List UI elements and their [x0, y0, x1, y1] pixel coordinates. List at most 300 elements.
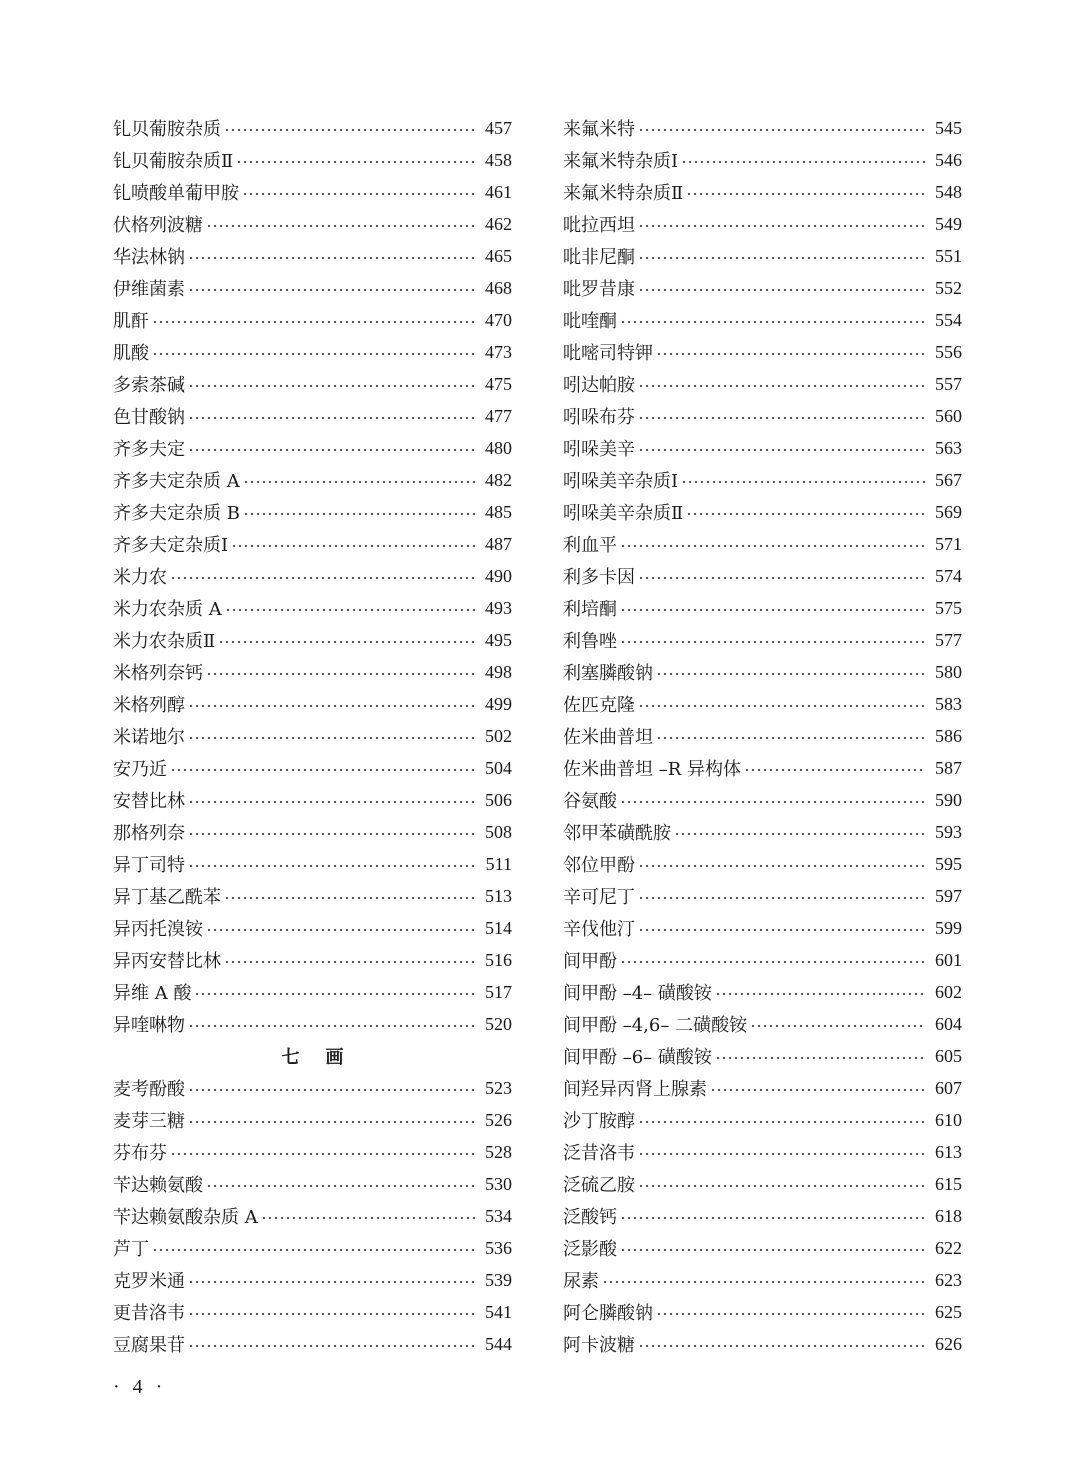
entry-page-number: 580 — [935, 661, 962, 682]
entry-name: 钆贝葡胺杂质Ⅱ — [113, 151, 234, 172]
entry-name: 吡罗昔康 — [563, 279, 635, 300]
dot-leader — [638, 224, 926, 228]
entry-name: 多索茶碱 — [113, 375, 185, 396]
toc-entry — [563, 656, 962, 688]
dot-leader — [236, 160, 476, 164]
entry-page-number: 490 — [485, 565, 512, 586]
dot-leader — [188, 864, 476, 868]
entry-page-number: 626 — [935, 1333, 962, 1354]
toc-entry — [113, 1232, 512, 1264]
entry-name: 沙丁胺醇 — [563, 1111, 635, 1132]
dot-leader — [715, 1056, 926, 1060]
toc-entry — [563, 1200, 962, 1232]
toc-entry — [563, 976, 962, 1008]
dot-leader — [620, 544, 926, 548]
toc-entry — [113, 880, 512, 912]
dot-leader — [638, 864, 926, 868]
dot-leader — [188, 832, 476, 836]
toc-entry — [563, 912, 962, 944]
entry-page-number: 593 — [935, 821, 962, 842]
toc-entry — [113, 656, 512, 688]
toc-entry — [563, 1072, 962, 1104]
dot-leader — [656, 736, 926, 740]
toc-entry — [563, 880, 962, 912]
toc-entry — [113, 1200, 512, 1232]
toc-entry — [563, 464, 962, 496]
toc-entry — [113, 112, 512, 144]
dot-leader — [620, 608, 926, 612]
entry-name: 间甲酚 — [563, 951, 617, 972]
toc-entry — [563, 144, 962, 176]
entry-page-number: 508 — [485, 821, 512, 842]
dot-leader — [686, 192, 926, 196]
toc-entry — [113, 528, 512, 560]
entry-page-number: 557 — [935, 373, 962, 394]
entry-name: 华法林钠 — [113, 247, 185, 268]
toc-entry — [113, 176, 512, 208]
entry-page-number: 495 — [485, 629, 512, 650]
entry-name: 吡非尼酮 — [563, 247, 635, 268]
entry-page-number: 516 — [485, 949, 512, 970]
toc-entry — [113, 1104, 512, 1136]
entry-name: 泛影酸 — [563, 1239, 617, 1260]
entry-page-number: 622 — [935, 1237, 962, 1258]
toc-entry — [113, 1328, 512, 1360]
entry-name: 邻位甲酚 — [563, 855, 635, 876]
entry-page-number: 480 — [485, 437, 512, 458]
dot-leader — [188, 1088, 476, 1092]
dot-leader — [715, 992, 926, 996]
dot-leader — [638, 704, 926, 708]
toc-entry — [563, 592, 962, 624]
entry-name: 来氟米特杂质Ⅱ — [563, 183, 684, 204]
toc-entry — [113, 1264, 512, 1296]
entry-name: 豆腐果苷 — [113, 1335, 185, 1356]
dot-leader — [152, 352, 476, 356]
dot-leader — [243, 480, 476, 484]
entry-name: 邻甲苯磺酰胺 — [563, 823, 671, 844]
entry-name: 阿卡波糖 — [563, 1335, 635, 1356]
entry-page-number: 485 — [485, 501, 512, 522]
entry-name: 间甲酚 –4– 磺酸铵 — [563, 983, 712, 1004]
toc-entry — [113, 1296, 512, 1328]
entry-name: 佐米曲普坦 –R 异构体 — [563, 759, 741, 780]
entry-name: 伏格列波糖 — [113, 215, 203, 236]
dot-leader — [224, 960, 476, 964]
entry-page-number: 604 — [935, 1013, 962, 1034]
dot-leader — [638, 1184, 926, 1188]
dot-leader — [681, 480, 926, 484]
entry-name: 安乃近 — [113, 759, 167, 780]
dot-leader — [620, 960, 926, 964]
toc-entry — [563, 496, 962, 528]
dot-leader — [224, 128, 476, 132]
entry-page-number: 499 — [485, 693, 512, 714]
toc-entry — [113, 304, 512, 336]
entry-name: 吲哚布芬 — [563, 407, 635, 428]
entry-name: 麦芽三糖 — [113, 1111, 185, 1132]
dot-leader — [638, 256, 926, 260]
dot-leader — [638, 1344, 926, 1348]
entry-page-number: 571 — [935, 533, 962, 554]
entry-page-number: 544 — [485, 1333, 512, 1354]
toc-entry — [563, 432, 962, 464]
entry-page-number: 473 — [485, 341, 512, 362]
entry-name: 米诺地尔 — [113, 727, 185, 748]
entry-page-number: 506 — [485, 789, 512, 810]
dot-leader — [674, 832, 926, 836]
toc-entry — [113, 272, 512, 304]
entry-name: 肌酐 — [113, 311, 149, 332]
entry-name: 谷氨酸 — [563, 791, 617, 812]
toc-entry — [113, 752, 512, 784]
entry-page-number: 586 — [935, 725, 962, 746]
entry-name: 米格列奈钙 — [113, 663, 203, 684]
toc-entry — [563, 528, 962, 560]
entry-page-number: 548 — [935, 181, 962, 202]
entry-name: 利鲁唑 — [563, 631, 617, 652]
toc-entry — [563, 400, 962, 432]
toc-entry — [563, 944, 962, 976]
toc-entry — [563, 720, 962, 752]
toc-entry — [563, 560, 962, 592]
entry-page-number: 457 — [485, 117, 512, 138]
dot-leader — [638, 128, 926, 132]
toc-entry — [113, 688, 512, 720]
dot-leader — [218, 640, 476, 644]
entry-page-number: 623 — [935, 1269, 962, 1290]
entry-name: 更昔洛韦 — [113, 1303, 185, 1324]
dot-leader — [188, 384, 476, 388]
entry-name: 利多卡因 — [563, 567, 635, 588]
entry-name: 肌酸 — [113, 343, 149, 364]
entry-page-number: 583 — [935, 693, 962, 714]
entry-page-number: 563 — [935, 437, 962, 458]
entry-page-number: 607 — [935, 1077, 962, 1098]
toc-entry — [563, 1328, 962, 1360]
entry-name: 来氟米特 — [563, 119, 635, 140]
entry-page-number: 498 — [485, 661, 512, 682]
dot-leader — [188, 416, 476, 420]
entry-name: 齐多夫定 — [113, 439, 185, 460]
toc-entry — [113, 432, 512, 464]
dot-leader — [206, 672, 476, 676]
toc-entry — [563, 688, 962, 720]
dot-leader — [206, 928, 476, 932]
toc-entry — [563, 1232, 962, 1264]
dot-leader — [638, 448, 926, 452]
entry-page-number: 530 — [485, 1173, 512, 1194]
dot-leader — [188, 736, 476, 740]
entry-page-number: 546 — [935, 149, 962, 170]
dot-leader — [656, 352, 926, 356]
entry-name: 苄达赖氨酸 — [113, 1175, 203, 1196]
entry-name: 米格列醇 — [113, 695, 185, 716]
entry-name: 异丙托溴铵 — [113, 919, 203, 940]
entry-name: 利血平 — [563, 535, 617, 556]
entry-name: 利塞膦酸钠 — [563, 663, 653, 684]
entry-name: 佐米曲普坦 — [563, 727, 653, 748]
entry-page-number: 468 — [485, 277, 512, 298]
dot-leader — [170, 1152, 476, 1156]
toc-entry — [113, 912, 512, 944]
toc-entry — [563, 752, 962, 784]
toc-left-column — [113, 112, 512, 1360]
dot-leader — [656, 672, 926, 676]
dot-leader — [750, 1024, 926, 1028]
entry-name: 泛硫乙胺 — [563, 1175, 635, 1196]
entry-name: 苄达赖氨酸杂质 A — [113, 1207, 258, 1228]
entry-page-number: 569 — [935, 501, 962, 522]
dot-leader — [620, 1248, 926, 1252]
entry-page-number: 514 — [485, 917, 512, 938]
entry-page-number: 470 — [485, 309, 512, 330]
entry-page-number: 618 — [935, 1205, 962, 1226]
entry-name: 异丁司特 — [113, 855, 185, 876]
dot-leader — [620, 640, 926, 644]
entry-page-number: 504 — [485, 757, 512, 778]
dot-leader — [638, 1152, 926, 1156]
dot-leader — [638, 896, 926, 900]
entry-name: 异丙安替比林 — [113, 951, 221, 972]
toc-entry — [113, 784, 512, 816]
entry-name: 齐多夫定杂质 B — [113, 503, 240, 524]
entry-name: 利培酮 — [563, 599, 617, 620]
entry-name: 阿仑膦酸钠 — [563, 1303, 653, 1324]
entry-page-number: 526 — [485, 1109, 512, 1130]
toc-entry — [113, 944, 512, 976]
dot-leader — [638, 288, 926, 292]
entry-name: 芦丁 — [113, 1239, 149, 1260]
dot-leader — [188, 1280, 476, 1284]
dot-leader — [188, 288, 476, 292]
entry-page-number: 523 — [485, 1077, 512, 1098]
entry-name: 吲达帕胺 — [563, 375, 635, 396]
entry-name: 吡嘧司特钾 — [563, 343, 653, 364]
entry-page-number: 502 — [485, 725, 512, 746]
toc-entry — [563, 1008, 962, 1040]
dot-leader — [602, 1280, 926, 1284]
toc-entry — [563, 272, 962, 304]
entry-name: 间甲酚 –4,6– 二磺酸铵 — [563, 1015, 748, 1036]
toc-entry — [113, 1008, 512, 1040]
toc-entry — [563, 816, 962, 848]
toc-entry — [113, 464, 512, 496]
toc-entry — [563, 1168, 962, 1200]
toc-entry — [563, 848, 962, 880]
section-heading: 七画 — [281, 1047, 370, 1068]
entry-name: 佐匹克隆 — [563, 695, 635, 716]
toc-entry — [113, 560, 512, 592]
entry-name: 那格列奈 — [113, 823, 185, 844]
toc-entry — [563, 208, 962, 240]
entry-name: 伊维菌素 — [113, 279, 185, 300]
entry-name: 异喹啉物 — [113, 1015, 185, 1036]
entry-page-number: 613 — [935, 1141, 962, 1162]
dot-leader — [188, 256, 476, 260]
entry-page-number: 575 — [935, 597, 962, 618]
dot-leader — [194, 992, 476, 996]
entry-page-number: 554 — [935, 309, 962, 330]
dot-leader — [638, 928, 926, 932]
entry-name: 安替比林 — [113, 791, 185, 812]
dot-leader — [152, 1248, 476, 1252]
entry-page-number: 458 — [485, 149, 512, 170]
entry-page-number: 513 — [485, 885, 512, 906]
entry-page-number: 577 — [935, 629, 962, 650]
entry-page-number: 487 — [485, 533, 512, 554]
entry-page-number: 551 — [935, 245, 962, 266]
dot-leader — [620, 320, 926, 324]
entry-name: 泛酸钙 — [563, 1207, 617, 1228]
entry-name: 来氟米特杂质Ⅰ — [563, 151, 679, 172]
dot-leader — [242, 192, 476, 196]
toc-entry — [113, 1168, 512, 1200]
entry-page-number: 482 — [485, 469, 512, 490]
dot-leader — [681, 160, 926, 164]
entry-name: 米力农杂质 A — [113, 599, 222, 620]
toc-entry — [113, 336, 512, 368]
dot-leader — [206, 224, 476, 228]
dot-leader — [188, 1344, 476, 1348]
toc-entry — [113, 144, 512, 176]
entry-page-number: 461 — [485, 181, 512, 202]
dot-leader — [225, 608, 476, 612]
dot-leader — [638, 1120, 926, 1124]
entry-page-number: 539 — [485, 1269, 512, 1290]
toc-entry — [113, 720, 512, 752]
dot-leader — [686, 512, 926, 516]
toc-entry — [563, 1040, 962, 1072]
dot-leader — [188, 1312, 476, 1316]
toc-entry — [563, 1136, 962, 1168]
toc-entry — [563, 1104, 962, 1136]
entry-page-number: 599 — [935, 917, 962, 938]
entry-name: 芬布芬 — [113, 1143, 167, 1164]
dot-leader — [170, 768, 476, 772]
entry-page-number: 517 — [485, 981, 512, 1002]
entry-name: 吲哚美辛杂质Ⅰ — [563, 471, 679, 492]
toc-entry — [113, 624, 512, 656]
toc-entry — [113, 976, 512, 1008]
entry-name: 泛昔洛韦 — [563, 1143, 635, 1164]
toc-entry — [563, 240, 962, 272]
toc-entry — [563, 304, 962, 336]
entry-page-number: 587 — [935, 757, 962, 778]
entry-page-number: 595 — [935, 853, 962, 874]
toc-entry — [113, 400, 512, 432]
dot-leader — [656, 1312, 926, 1316]
dot-leader — [188, 1024, 476, 1028]
dot-leader — [224, 896, 476, 900]
dot-leader — [620, 800, 926, 804]
entry-name: 吡拉西坦 — [563, 215, 635, 236]
entry-page-number: 552 — [935, 277, 962, 298]
entry-name: 辛可尼丁 — [563, 887, 635, 908]
entry-name: 米力农 — [113, 567, 167, 588]
dot-leader — [744, 768, 926, 772]
dot-leader — [206, 1184, 476, 1188]
toc-entry — [113, 368, 512, 400]
entry-page-number: 493 — [485, 597, 512, 618]
entry-page-number: 601 — [935, 949, 962, 970]
dot-leader — [638, 576, 926, 580]
entry-name: 尿素 — [563, 1271, 599, 1292]
entry-name: 齐多夫定杂质Ⅰ — [113, 535, 229, 556]
dot-leader — [638, 416, 926, 420]
entry-page-number: 465 — [485, 245, 512, 266]
entry-name: 麦考酚酸 — [113, 1079, 185, 1100]
entry-name: 辛伐他汀 — [563, 919, 635, 940]
entry-name: 齐多夫定杂质 A — [113, 471, 240, 492]
toc-entry — [113, 592, 512, 624]
toc-entry — [113, 1136, 512, 1168]
toc-entry — [113, 496, 512, 528]
entry-name: 克罗米通 — [113, 1271, 185, 1292]
entry-name: 吲哚美辛 — [563, 439, 635, 460]
toc-entry — [563, 336, 962, 368]
entry-page-number: 475 — [485, 373, 512, 394]
entry-page-number: 541 — [485, 1301, 512, 1322]
dot-leader — [638, 384, 926, 388]
toc-entry — [113, 240, 512, 272]
entry-page-number: 625 — [935, 1301, 962, 1322]
entry-page-number: 545 — [935, 117, 962, 138]
entry-page-number: 511 — [485, 853, 512, 874]
entry-page-number: 610 — [935, 1109, 962, 1130]
entry-page-number: 536 — [485, 1237, 512, 1258]
entry-page-number: 615 — [935, 1173, 962, 1194]
entry-name: 吲哚美辛杂质Ⅱ — [563, 503, 684, 524]
toc-entry — [113, 816, 512, 848]
dot-leader — [231, 544, 476, 548]
entry-page-number: 605 — [935, 1045, 962, 1066]
entry-page-number: 477 — [485, 405, 512, 426]
entry-name: 异维 A 酸 — [113, 983, 192, 1004]
dot-leader — [170, 576, 476, 580]
toc-entry — [563, 368, 962, 400]
entry-name: 钆喷酸单葡甲胺 — [113, 183, 239, 204]
toc-entry — [563, 784, 962, 816]
entry-name: 间羟异丙肾上腺素 — [563, 1079, 707, 1100]
dot-leader — [152, 320, 476, 324]
toc-entry — [563, 176, 962, 208]
entry-page-number: 534 — [485, 1205, 512, 1226]
entry-page-number: 520 — [485, 1013, 512, 1034]
entry-name: 吡喹酮 — [563, 311, 617, 332]
toc-entry — [563, 1296, 962, 1328]
entry-page-number: 549 — [935, 213, 962, 234]
entry-page-number: 528 — [485, 1141, 512, 1162]
toc-entry — [113, 848, 512, 880]
entry-page-number: 602 — [935, 981, 962, 1002]
dot-leader — [710, 1088, 926, 1092]
toc-right-column — [563, 112, 962, 1360]
toc-entry — [113, 208, 512, 240]
dot-leader — [188, 800, 476, 804]
entry-page-number: 567 — [935, 469, 962, 490]
dot-leader — [188, 1120, 476, 1124]
entry-page-number: 590 — [935, 789, 962, 810]
entry-name: 米力农杂质Ⅱ — [113, 631, 216, 652]
entry-page-number: 574 — [935, 565, 962, 586]
entry-page-number: 462 — [485, 213, 512, 234]
entry-name: 钆贝葡胺杂质 — [113, 119, 221, 140]
dot-leader — [261, 1216, 476, 1220]
dot-leader — [188, 704, 476, 708]
toc-entry — [563, 1264, 962, 1296]
toc-entry — [113, 1072, 512, 1104]
